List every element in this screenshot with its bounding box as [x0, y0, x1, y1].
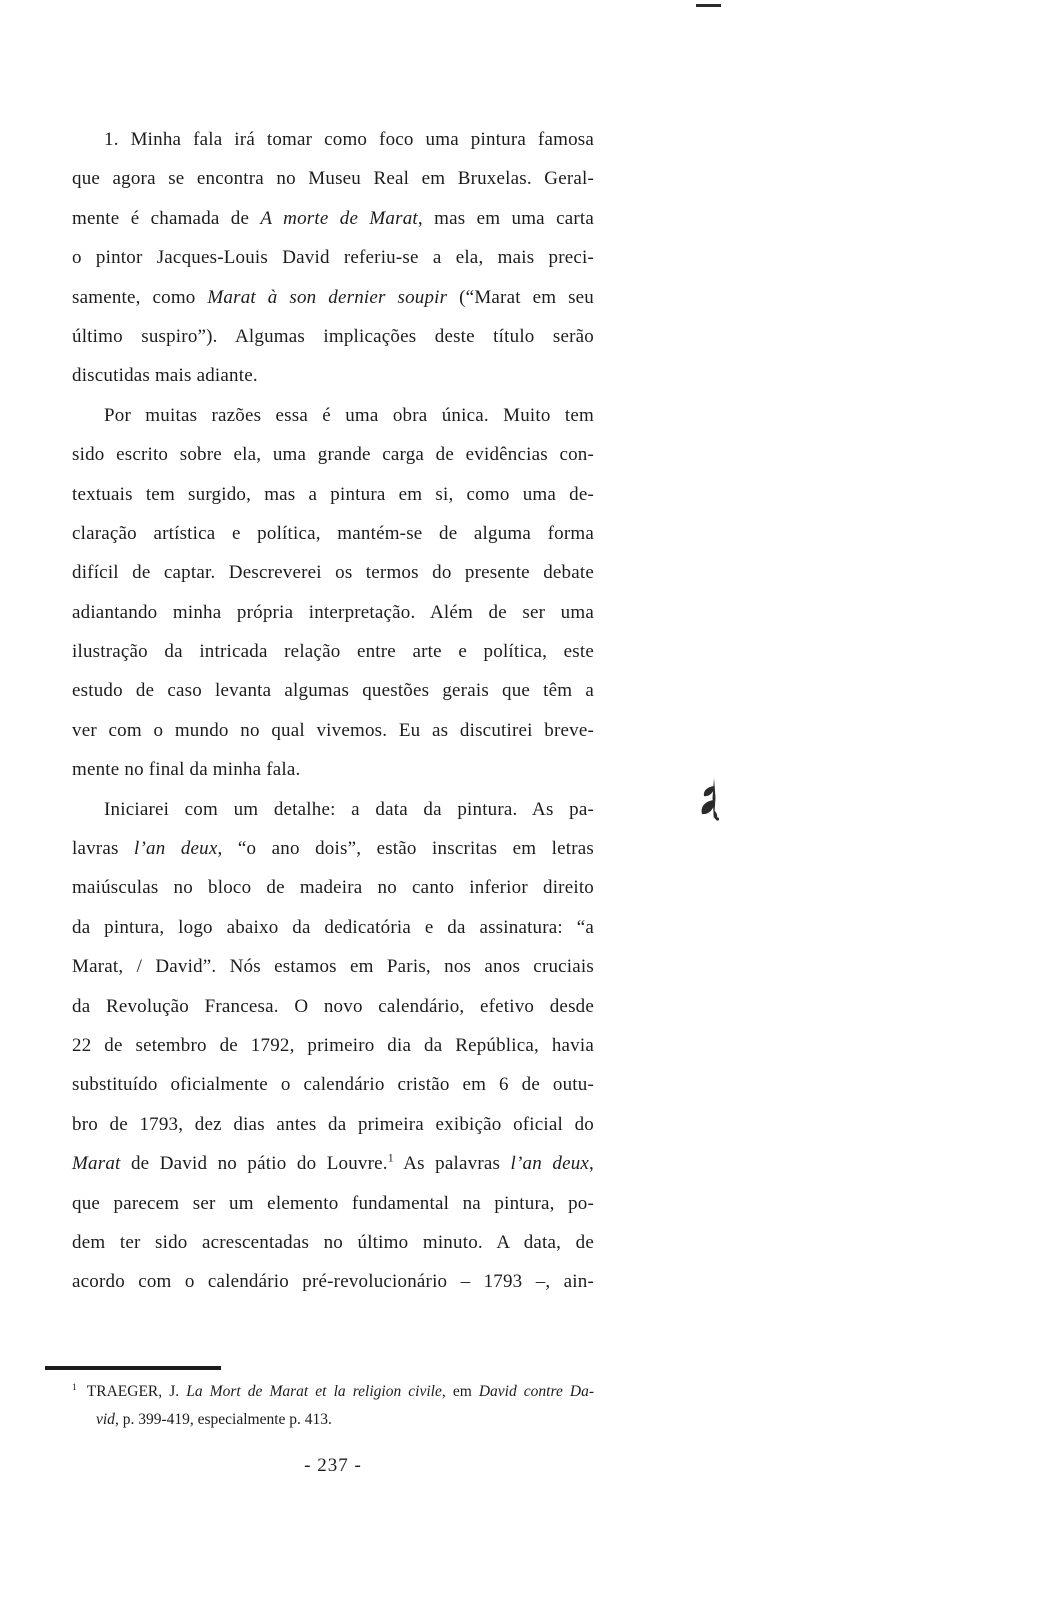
- text-line: claração artística e política, mantém-se de alguma forma: [72, 522, 594, 544]
- text-line: da pintura, logo abaixo da dedicatória e da assinatura: “a: [72, 916, 594, 938]
- text-line: textuais tem surgido, mas a pintura em si, como uma de-: [72, 483, 594, 505]
- text-line: o pintor Jacques-Louis David referiu-se a ela, mais preci-: [72, 247, 594, 269]
- text-line: difícil de captar. Descreverei os termos do presente debate: [72, 562, 594, 584]
- text-line: da Revolução Francesa. O novo calendário, efetivo desde: [72, 995, 594, 1017]
- text-line: estudo de caso levanta algumas questões gerais que têm a: [72, 680, 594, 702]
- text-line: 1. Minha fala irá tomar como foco uma pintura famosa: [104, 129, 594, 150]
- text-line: ver com o mundo no qual vivemos. Eu as discutirei breve-: [72, 719, 594, 741]
- text-line: sido escrito sobre ela, uma grande carga de evidências con-: [72, 444, 594, 466]
- text-line: mente no final da minha fala.: [72, 759, 301, 781]
- text-line: Marat de David no pátio do Louvre.$^1$ As palavras l’an deux,: [72, 1151, 594, 1175]
- text-line: discutidas mais adiante.: [72, 365, 258, 387]
- text-line: que parecem ser um elemento fundamental na pintura, po-: [72, 1192, 594, 1214]
- text-line: que agora se encontra no Museu Real em Bruxelas. Geral-: [72, 168, 594, 190]
- text-line: acordo com o calendário pré-revolucionário – 1793 –, ain-: [72, 1271, 594, 1293]
- text-line: substituído oficialmente o calendário cristão em 6 de outu-: [72, 1074, 594, 1096]
- text-line: maiúsculas no bloco de madeira no canto inferior direito: [72, 877, 594, 899]
- text-line: lavras l’an deux, “o ano dois”, estão inscritas em letras: [72, 838, 594, 860]
- margin-ornament-icon: [698, 776, 724, 822]
- text-line: Iniciarei com um detalhe: a data da pintura. As pa-: [104, 798, 594, 820]
- footnote-line: vid, p. 399-419, especialmente p. 413.: [96, 1410, 332, 1428]
- text-block: [72, 120, 594, 1302]
- text-line: Por muitas razões essa é uma obra única. Muito tem: [104, 404, 594, 426]
- text-line: dem ter sido acrescentadas no último minuto. A data, de: [72, 1231, 594, 1253]
- footnote-rule: [45, 1366, 221, 1370]
- footnote-text: [72, 1378, 594, 1433]
- text-line: ilustração da intricada relação entre arte e política, este: [72, 641, 594, 663]
- text-line: samente, como Marat à son dernier soupir (“Marat em seu: [72, 286, 594, 308]
- text-line: adiantando minha própria interpretação. Além de ser uma: [72, 601, 594, 623]
- text-line: último suspiro”). Algumas implicações deste título serão: [72, 325, 594, 347]
- text-line: 22 de setembro de 1792, primeiro dia da República, havia: [72, 1034, 594, 1056]
- text-line: bro de 1793, dez dias antes da primeira exibição oficial do: [72, 1113, 594, 1135]
- page-number: - 237 -: [304, 1455, 362, 1476]
- text-line: Marat, / David”. Nós estamos em Paris, nos anos cruciais: [72, 956, 594, 978]
- top-edge-mark: [696, 4, 721, 7]
- text-line: mente é chamada de A morte de Marat, mas em uma carta: [72, 207, 594, 229]
- footnote-line: $^1$ TRAEGER, J. La Mort de Marat et la religion civile, em David contre Da-: [72, 1381, 595, 1400]
